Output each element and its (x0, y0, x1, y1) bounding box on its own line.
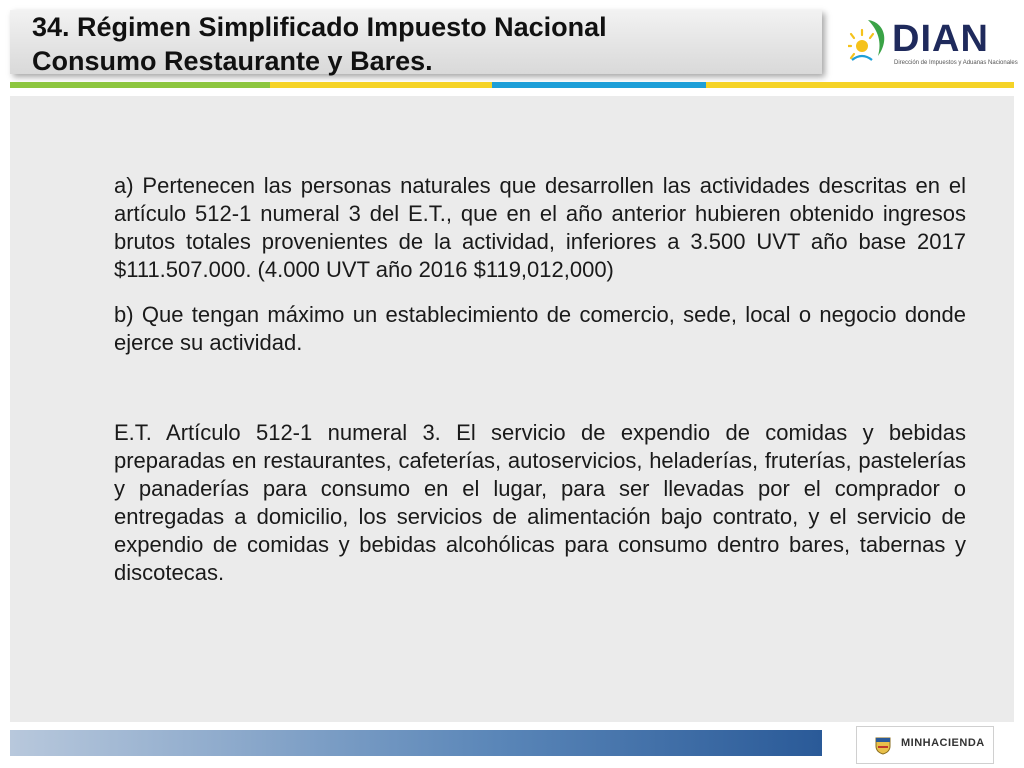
slide-title (32, 10, 607, 78)
title-line-2: Consumo Restaurante y Bares. (32, 46, 433, 76)
footer-bar (10, 730, 822, 756)
dian-logo-text: DIAN (892, 18, 989, 60)
title-line-1: 34. Régimen Simplificado Impuesto Nacional (32, 12, 607, 42)
stripe-green (10, 82, 270, 88)
minhacienda-logo (856, 726, 994, 764)
paragraph-b: b) Que tengan máximo un establecimiento de comercio, sede, local o negocio donde ejerce su actividad. (114, 302, 966, 355)
stripe-blue (492, 82, 706, 88)
stripe-yellow-2 (706, 82, 1014, 88)
colombia-crest-icon (873, 735, 893, 755)
paragraph-a: a) Pertenecen las personas naturales que desarrollen las actividades descritas en el artículo 512-1 numeral 3 del E.T., que en el año anterior hubieren obtenido ingresos brutos totales provenientes de la actividad, inferiores a 3.500 UVT año base 2017 $111.507.000. (4.000 UVT año 2016 $119,012,000) (114, 173, 966, 282)
minhacienda-label: MINHACIENDA (901, 737, 985, 749)
dian-sun-icon (848, 16, 890, 66)
paragraph-et-article: E.T. Artículo 512-1 numeral 3. El servicio de expendio de comidas y bebidas preparadas en restaurantes, cafeterías, autoservicios, heladerías, fruterías, pastelerías y panaderías para consumo en el lugar, para ser llevadas por el comprador o entregadas a domicilio, los servicios de alimentación bajo contrato, y el servicio de expendio de comidas y bebidas alcohólicas para consumo dentro bares, tabernas y discotecas. (114, 420, 966, 585)
stripe-yellow (270, 82, 492, 88)
dian-logo-subtitle: Dirección de Impuestos y Aduanas Nacionales (894, 60, 1018, 66)
slide-body (114, 172, 966, 587)
accent-stripe (10, 82, 1014, 88)
dian-logo (848, 16, 1018, 72)
